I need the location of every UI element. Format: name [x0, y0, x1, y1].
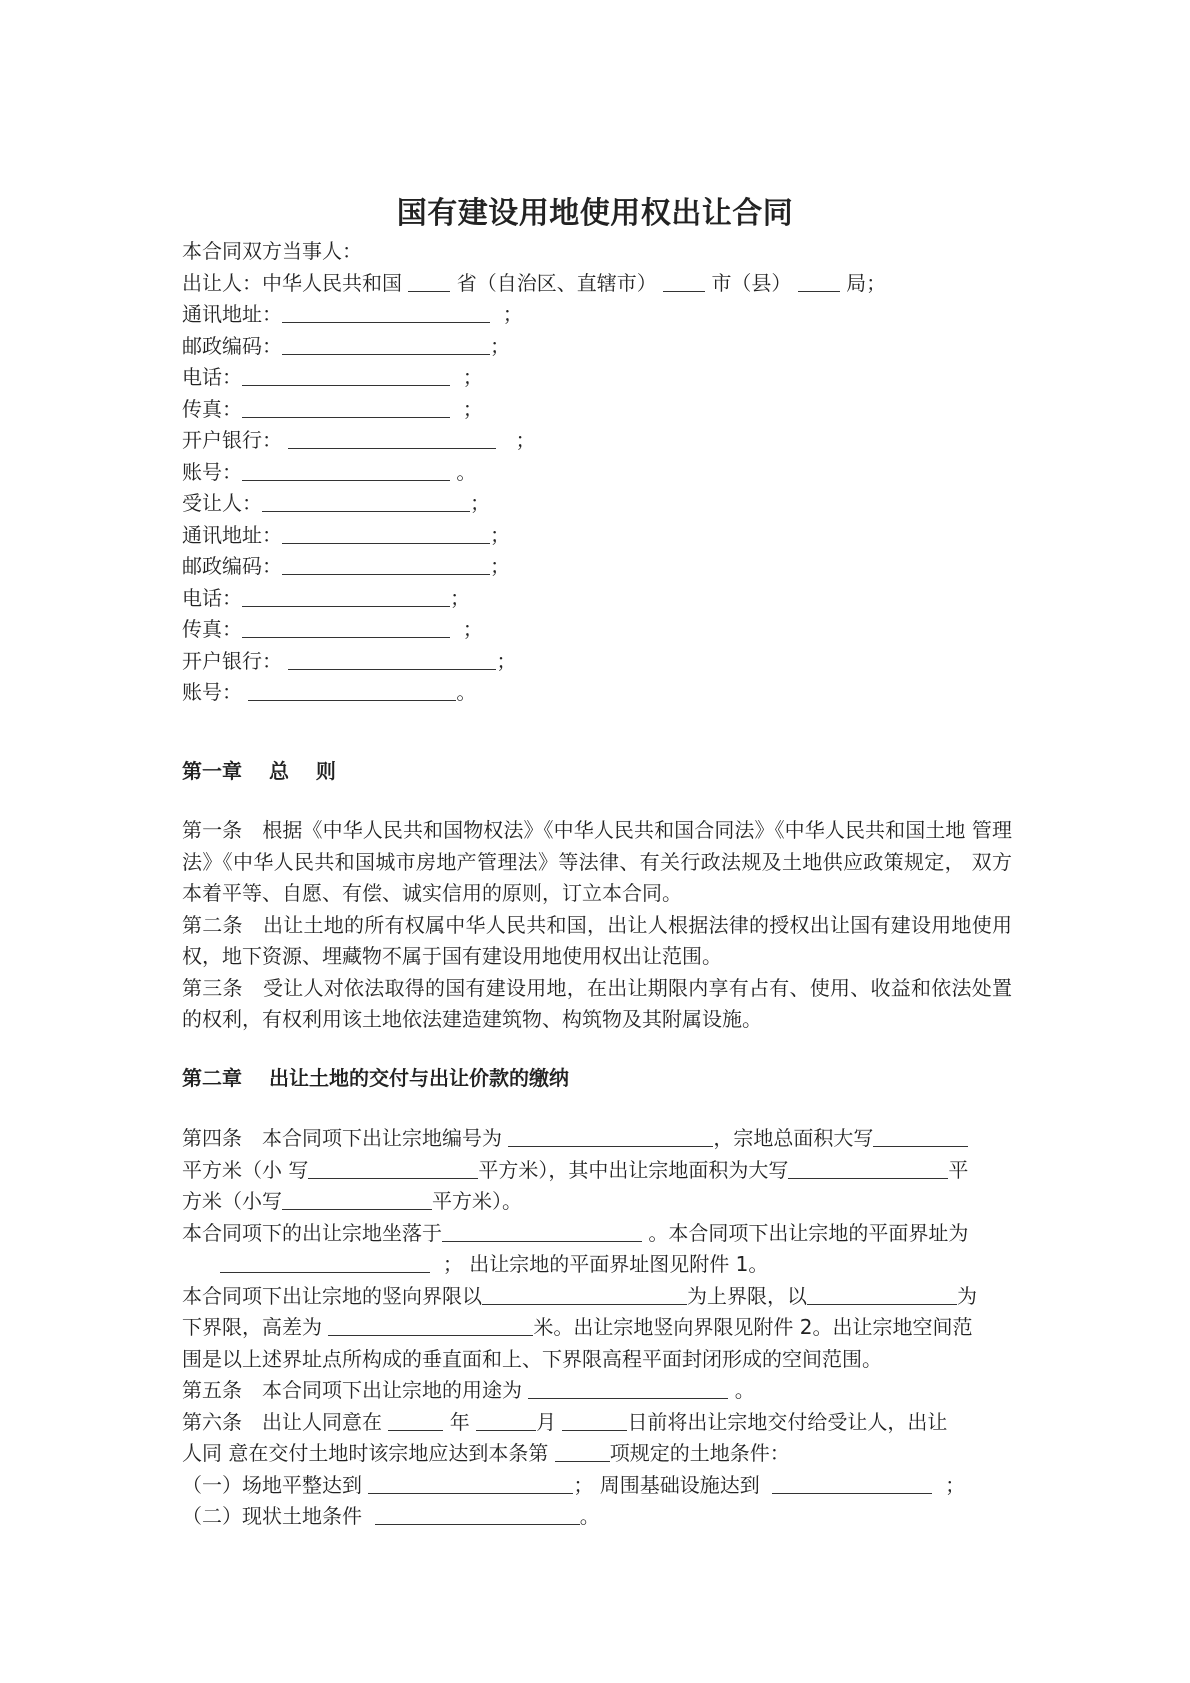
grantee-bank-line	[182, 646, 1012, 678]
blank-year	[388, 1409, 443, 1431]
postcode-label: 邮政编码：	[182, 554, 282, 578]
address-label: 通讯地址：	[182, 302, 282, 326]
address-label: 通讯地址：	[182, 522, 282, 547]
blank-boundary	[220, 1251, 430, 1273]
article-4-line-1	[182, 1123, 1012, 1155]
text: ，宗地总面积大写	[713, 1126, 874, 1150]
blank-postcode	[282, 333, 490, 355]
text: 月	[536, 1409, 557, 1434]
punct: 。	[456, 680, 477, 704]
text: 平方米），其中出让宗地面积为大写	[478, 1157, 789, 1182]
blank-parcel-area-upper	[788, 1157, 948, 1179]
vertical-line-3	[182, 1344, 1012, 1376]
location-line-1	[182, 1218, 1012, 1250]
punct: ；	[462, 617, 483, 641]
punct: 。	[456, 459, 477, 484]
grantor-account-line	[182, 457, 1012, 489]
text: 下界限，高差为	[182, 1315, 322, 1339]
blank-postcode	[282, 553, 490, 575]
fax-label: 传真：	[182, 396, 242, 421]
condition-1-line	[182, 1470, 1012, 1502]
blank-clause	[555, 1440, 610, 1462]
blank-phone	[242, 364, 450, 386]
blank-infrastructure	[772, 1472, 932, 1494]
phone-label: 电话：	[182, 365, 242, 389]
blank-day	[562, 1409, 627, 1431]
text: 平方米（小 写	[182, 1157, 309, 1182]
chapter-2-body	[182, 1123, 1012, 1533]
grantee-postcode-line	[182, 551, 1012, 583]
article-1: 第一条 根据《中华人民共和国物权法》《中华人民共和国合同法》《中华人民共和国土地 管理法》《中华人民共和国城市房地产管理法》等法律、有关行政法规及土地供应政策规定， 双方本着平等、自愿、有偿、诚实信用的原则，订立本合同。	[182, 818, 1012, 905]
blank-fax	[242, 616, 450, 638]
chapter-heading: 第一章 总 则	[182, 759, 336, 783]
article-5-line	[182, 1375, 1012, 1407]
text: 。本合同项下出让宗地的平面界址为	[648, 1220, 969, 1245]
punct: ；	[490, 522, 510, 547]
blank-bureau	[798, 270, 840, 292]
punct: ；	[462, 365, 483, 389]
grantee-label: 受让人：	[182, 491, 262, 515]
text: 第六条 出让人同意在	[182, 1409, 382, 1434]
vertical-line-2	[182, 1312, 1012, 1344]
article-4-line-2	[182, 1155, 1012, 1187]
text: ； 周围基础设施达到	[573, 1472, 760, 1497]
blank-total-area-lower	[308, 1157, 478, 1179]
blank-upper-limit	[482, 1283, 687, 1305]
text: ； 出让宗地的平面界址图见附件 1。	[442, 1252, 769, 1276]
text: 第四条 本合同项下出让宗地编号为	[182, 1126, 502, 1150]
chapter-heading: 第二章 出让土地的交付与出让价款的缴纳	[182, 1066, 569, 1090]
grantor-line	[182, 268, 1012, 300]
article-6-line-2	[182, 1438, 1012, 1470]
phone-label: 电话：	[182, 585, 242, 610]
text: （一）场地平整达到	[182, 1472, 362, 1497]
blank-phone	[242, 585, 450, 607]
fax-label: 传真：	[182, 617, 242, 641]
article-4-line-3	[182, 1186, 1012, 1218]
blank-current-condition	[375, 1503, 580, 1525]
blank-address	[282, 522, 490, 544]
blank-grantee	[262, 490, 470, 512]
parties-section	[182, 236, 1012, 709]
blank-account	[242, 459, 450, 481]
grantor-postcode-line	[182, 331, 1012, 363]
text: 平	[948, 1157, 969, 1182]
blank-location	[442, 1220, 642, 1242]
punct: ；	[515, 428, 536, 452]
account-label: 账号：	[182, 459, 242, 484]
province-label: 省（自治区、直辖市）	[456, 270, 657, 295]
blank-month	[476, 1409, 536, 1431]
blank-parcel-number	[508, 1125, 713, 1147]
bank-label: 开户银行：	[182, 648, 282, 673]
blank-bank	[288, 427, 496, 449]
blank-lower-limit	[807, 1283, 957, 1305]
chapter-1-heading	[182, 756, 1012, 788]
punct: ；	[450, 585, 470, 610]
text: 米。出让宗地竖向界限见附件 2。出让宗地空间范	[533, 1315, 973, 1339]
punct: ；	[490, 554, 510, 578]
text: 日前将出让宗地交付给受让人，出让	[627, 1409, 948, 1434]
parties-intro: 本合同双方当事人：	[182, 239, 362, 263]
blank-fax	[242, 396, 450, 418]
condition-2-line	[182, 1501, 1012, 1533]
blank-address	[282, 301, 490, 323]
chapter-2-heading	[182, 1063, 1012, 1095]
blank-height-diff	[328, 1314, 533, 1336]
text: 本合同项下出让宗地的竖向界限以	[182, 1283, 482, 1308]
city-label: 市（县）	[711, 270, 792, 295]
text: 围是以上述界址点所构成的垂直面和上、下界限高程平面封闭形成的空间范围。	[182, 1346, 882, 1371]
text: 本合同项下的出让宗地坐落于	[182, 1220, 442, 1245]
grantor-bank-line	[182, 425, 1012, 457]
text: 平方米）。	[432, 1189, 522, 1213]
punct: ；	[496, 648, 517, 673]
article-2: 第二条 出让土地的所有权属中华人民共和国，出让人根据法律的授权出让国有建设用地使用权，地下资源、埋藏物不属于国有建设用地使用权出让范围。	[182, 912, 1012, 968]
blank-province	[408, 270, 450, 292]
text: ；	[945, 1472, 966, 1497]
blank-land-use	[528, 1377, 728, 1399]
article-3: 第三条 受让人对依法取得的国有建设用地，在出让期限内享有占有、使用、收益和依法处置的权利，有权利用该土地依法建造建筑物、构筑物及其附属设施。	[182, 975, 1012, 1031]
bureau-label: 局；	[846, 270, 887, 295]
grantee-account-line	[182, 677, 1012, 709]
blank-account	[248, 679, 456, 701]
vertical-line-1	[182, 1281, 1012, 1313]
blank-bank	[288, 648, 496, 670]
grantor-address-line	[182, 299, 1012, 331]
grantor-label: 出让人：中华人民共和国	[182, 270, 402, 295]
postcode-label: 邮政编码：	[182, 333, 282, 358]
blank-total-area-upper	[873, 1125, 968, 1147]
punct: ；	[490, 333, 510, 358]
blank-city	[663, 270, 705, 292]
grantor-fax-line	[182, 394, 1012, 426]
grantee-address-line	[182, 520, 1012, 552]
punct: ；	[502, 302, 523, 326]
blank-parcel-area-lower	[282, 1188, 432, 1210]
bank-label: 开户银行：	[182, 428, 282, 452]
text: 。	[579, 1504, 600, 1528]
text: 为上界限，以	[687, 1283, 807, 1308]
account-label: 账号：	[182, 680, 242, 704]
text: 。	[734, 1378, 755, 1402]
punct: ；	[470, 491, 490, 515]
location-line-2	[182, 1249, 1012, 1281]
document-title: 国有建设用地使用权出让合同	[396, 196, 794, 231]
text: 人同 意在交付土地时该宗地应达到本条第	[182, 1441, 549, 1465]
grantor-phone-line	[182, 362, 1012, 394]
text: （二）现状土地条件	[182, 1504, 362, 1528]
punct: ；	[462, 396, 483, 421]
grantee-line	[182, 488, 1012, 520]
text: 年	[449, 1409, 470, 1434]
article-6-line-1	[182, 1407, 1012, 1439]
text: 项规定的土地条件：	[609, 1441, 790, 1465]
text: 为	[957, 1283, 977, 1308]
text: 方米（小写	[182, 1189, 282, 1213]
text: 第五条 本合同项下出让宗地的用途为	[182, 1378, 522, 1402]
blank-site-leveling	[368, 1472, 573, 1494]
chapter-1-body	[182, 815, 1012, 1036]
grantee-phone-line	[182, 583, 1012, 615]
grantee-fax-line	[182, 614, 1012, 646]
